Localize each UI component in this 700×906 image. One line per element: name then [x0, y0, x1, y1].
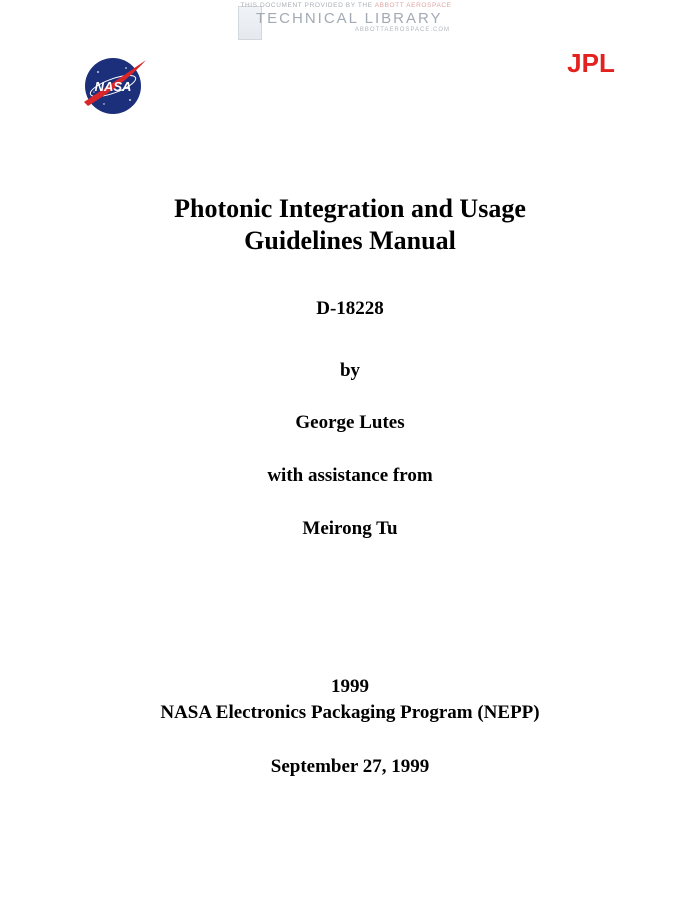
- by-label: by: [339, 360, 361, 381]
- nasa-logo: [80, 56, 148, 116]
- document-title: [0, 193, 700, 257]
- publication-date: September 27, 1999: [270, 756, 430, 777]
- program-name: NASA Electronics Packaging Program (NEPP): [160, 702, 540, 723]
- assistant-name: Meirong Tu: [302, 518, 398, 539]
- watermark-library-title: TECHNICAL LIBRARY: [256, 10, 443, 27]
- abbott-watermark: [238, 2, 454, 42]
- title-line-2: Guidelines Manual: [244, 226, 456, 255]
- document-code: D-18228: [316, 298, 384, 319]
- publication-year: 1999: [331, 676, 369, 697]
- jpl-logo-text: JPL: [567, 50, 615, 76]
- watermark-url: ABBOTTAEROSPACE.COM: [354, 27, 450, 33]
- nasa-logo-text: NASA: [94, 79, 132, 94]
- author-name: George Lutes: [295, 412, 405, 433]
- jpl-logo: [551, 50, 631, 76]
- title-line-1: Photonic Integration and Usage: [174, 194, 526, 223]
- assistance-label: with assistance from: [267, 465, 433, 486]
- watermark-provided-by: THIS DOCUMENT PROVIDED BY THE ABBOTT AEROSPACE: [240, 2, 452, 9]
